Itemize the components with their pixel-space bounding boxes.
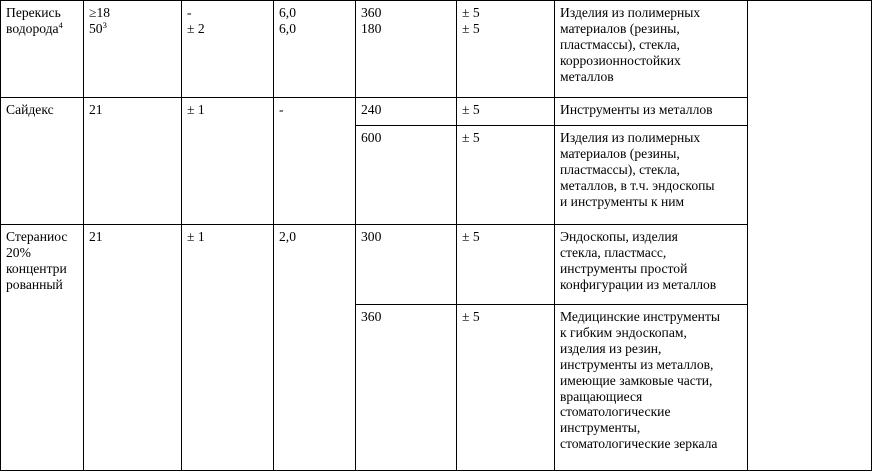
time-tolerance-cell: ± 5 — [457, 305, 555, 471]
agent-cell: Стераниос 20% концентри рованный — [1, 225, 84, 471]
empty-column-cell — [748, 1, 872, 471]
time-cell: 360 — [356, 305, 457, 471]
usage-cell: Инструменты из металлов — [555, 98, 748, 126]
usage-cell: Медицинские инструменты к гибким эндоскопам, изделия из резин, инструменты из металлов, имеющие замковые части, вращающиеся стоматологические инструменты, стоматологические зеркала — [555, 305, 748, 471]
agent-cell: Сайдекс — [1, 98, 84, 225]
usage-cell: Эндоскопы, изделия стекла, пластмасс, инструменты простой конфигурации из металлов — [555, 225, 748, 305]
time-cell: 240 — [356, 98, 457, 126]
concentration-cell: 21 — [84, 225, 182, 471]
usage-cell: Изделия из полимерных материалов (резины, пластмассы), стекла, коррозионностойких металлов — [555, 1, 748, 98]
usage-cell: Изделия из полимерных материалов (резины, пластмассы), стекла, металлов, в т.ч. эндоскопы и инструменты к ним — [555, 126, 748, 225]
temperature-cell: 6,0 6,0 — [274, 1, 356, 98]
temperature-cell: 2,0 — [274, 225, 356, 471]
time-cell: 360 180 — [356, 1, 457, 98]
temperature-cell: - — [274, 98, 356, 225]
concentration-cell: ≥18 $50^3$ — [84, 1, 182, 98]
table-row-sydex — [1, 98, 872, 126]
concentration-tolerance-cell: ± 1 — [182, 225, 274, 471]
concentration-tolerance-cell: ± 1 — [182, 98, 274, 225]
table-row-steranios — [1, 225, 872, 305]
time-cell: 300 — [356, 225, 457, 305]
time-cell: 600 — [356, 126, 457, 225]
time-tolerance-cell: ± 5 — [457, 126, 555, 225]
time-tolerance-cell: ± 5 ± 5 — [457, 1, 555, 98]
concentration-tolerance-cell: - ± 2 — [182, 1, 274, 98]
time-tolerance-cell: ± 5 — [457, 98, 555, 126]
agent-cell: Перекись водорода$^4$ — [1, 1, 84, 98]
concentration-cell: 21 — [84, 98, 182, 225]
time-tolerance-cell: ± 5 — [457, 225, 555, 305]
table-row-peroxide — [1, 1, 872, 98]
